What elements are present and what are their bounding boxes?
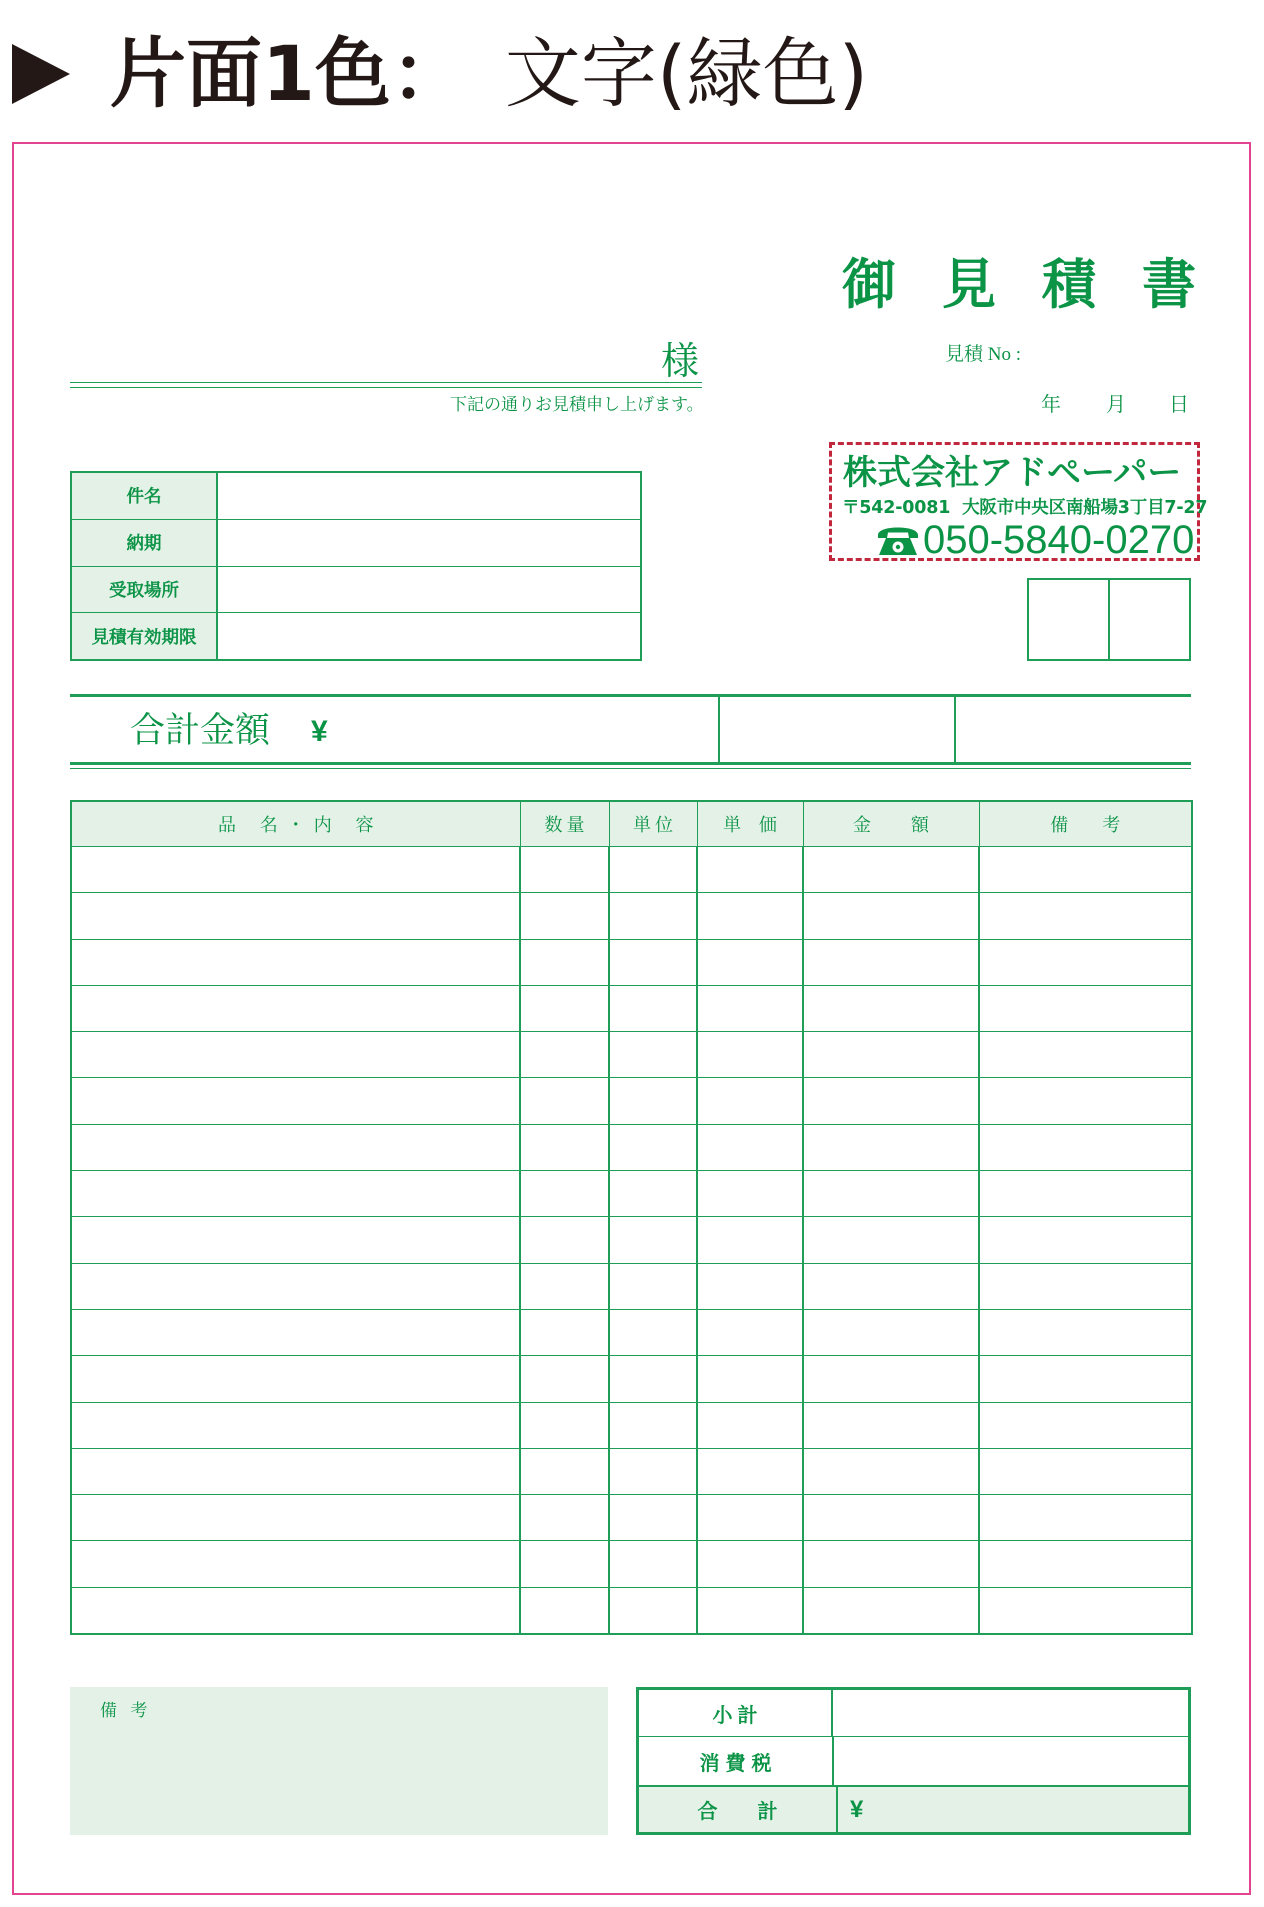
table-cell xyxy=(803,1587,979,1634)
table-cell xyxy=(803,1124,979,1170)
table-cell xyxy=(697,1495,803,1541)
table-cell xyxy=(520,1495,609,1541)
info-row xyxy=(72,566,640,613)
table-cell xyxy=(520,1263,609,1309)
grand-total-currency: ¥ xyxy=(311,715,328,748)
table-cell xyxy=(979,1495,1192,1541)
info-value-field xyxy=(218,613,640,659)
items-header-row xyxy=(71,801,1192,847)
table-cell xyxy=(979,1587,1192,1634)
table-cell xyxy=(71,1587,520,1634)
column-header: 数量 xyxy=(520,801,609,847)
table-row xyxy=(71,1263,1192,1309)
phone-number: 050-5840-0270 xyxy=(923,518,1195,562)
table-cell xyxy=(609,1356,697,1402)
company-name: 株式会社アドペーパー xyxy=(843,453,1182,493)
table-cell xyxy=(697,1078,803,1124)
table-cell xyxy=(803,1217,979,1263)
table-cell xyxy=(979,1402,1192,1448)
table-cell xyxy=(979,1263,1192,1309)
table-cell xyxy=(979,1541,1192,1587)
table-cell xyxy=(71,1309,520,1355)
seal-boxes xyxy=(1027,578,1191,661)
column-header: 備 考 xyxy=(979,801,1192,847)
document-title xyxy=(842,253,1196,316)
total-band-top-rule xyxy=(70,694,1191,697)
table-cell xyxy=(520,985,609,1031)
table-row xyxy=(71,1356,1192,1402)
table-cell xyxy=(697,893,803,939)
table-cell xyxy=(609,985,697,1031)
table-cell xyxy=(803,1356,979,1402)
table-cell xyxy=(803,1171,979,1217)
summary-table xyxy=(636,1687,1191,1835)
summary-row xyxy=(639,1785,1188,1832)
table-cell xyxy=(520,893,609,939)
table-cell xyxy=(520,1171,609,1217)
table-cell xyxy=(609,1263,697,1309)
table-cell xyxy=(979,893,1192,939)
table-cell xyxy=(697,985,803,1031)
table-row xyxy=(71,1124,1192,1170)
heading-main: 片面1色： xyxy=(110,29,467,118)
table-row xyxy=(71,1402,1192,1448)
table-cell xyxy=(520,847,609,893)
table-row xyxy=(71,1032,1192,1078)
column-header: 金 額 xyxy=(803,801,979,847)
table-cell xyxy=(609,1541,697,1587)
table-cell xyxy=(697,1124,803,1170)
table-cell xyxy=(71,985,520,1031)
table-cell xyxy=(71,1171,520,1217)
table-cell xyxy=(697,1402,803,1448)
table-cell xyxy=(697,1171,803,1217)
table-cell xyxy=(609,1217,697,1263)
title-char: 積 xyxy=(1042,253,1096,316)
table-cell xyxy=(71,1495,520,1541)
table-row xyxy=(71,1078,1192,1124)
table-cell xyxy=(803,893,979,939)
title-char: 書 xyxy=(1142,253,1196,316)
summary-label: 合 計 xyxy=(639,1787,838,1832)
table-cell xyxy=(71,1448,520,1494)
table-cell xyxy=(697,1217,803,1263)
column-header: 品 名・内 容 xyxy=(71,801,520,847)
table-cell xyxy=(71,893,520,939)
table-cell xyxy=(609,939,697,985)
table-cell xyxy=(520,1309,609,1355)
table-cell xyxy=(609,1171,697,1217)
table-cell xyxy=(697,1356,803,1402)
seal-box xyxy=(1108,580,1189,659)
summary-value xyxy=(833,1690,1188,1736)
date-year-label: 年 xyxy=(1041,392,1061,416)
phone-icon xyxy=(877,524,919,556)
table-cell xyxy=(520,1124,609,1170)
remarks-box xyxy=(70,1687,608,1835)
table-cell xyxy=(520,1587,609,1634)
seal-box xyxy=(1029,580,1108,659)
info-label: 見積有効期限 xyxy=(72,613,218,659)
info-table xyxy=(70,471,642,661)
table-cell xyxy=(979,1032,1192,1078)
table-cell xyxy=(71,1263,520,1309)
table-cell xyxy=(520,1217,609,1263)
table-cell xyxy=(697,1263,803,1309)
table-cell xyxy=(697,1541,803,1587)
info-value-field xyxy=(218,473,640,519)
summary-label: 小計 xyxy=(639,1690,833,1736)
table-cell xyxy=(803,847,979,893)
table-cell xyxy=(609,847,697,893)
table-row xyxy=(71,1495,1192,1541)
summary-row xyxy=(639,1736,1188,1785)
column-header: 単位 xyxy=(609,801,697,847)
table-cell xyxy=(803,1448,979,1494)
table-cell xyxy=(609,1587,697,1634)
table-cell xyxy=(979,939,1192,985)
table-cell xyxy=(609,1402,697,1448)
table-cell xyxy=(609,1448,697,1494)
table-cell xyxy=(979,1078,1192,1124)
summary-value xyxy=(834,1737,1188,1785)
title-char: 御 xyxy=(842,253,896,316)
table-cell xyxy=(697,847,803,893)
table-cell xyxy=(609,1078,697,1124)
table-cell xyxy=(979,1356,1192,1402)
table-row xyxy=(71,893,1192,939)
grand-total-label: 合計金額 xyxy=(130,711,271,751)
info-row xyxy=(72,473,640,519)
total-band-divider xyxy=(954,697,956,762)
table-cell xyxy=(609,1309,697,1355)
table-cell xyxy=(979,1309,1192,1355)
table-cell xyxy=(697,1032,803,1078)
table-cell xyxy=(609,1495,697,1541)
table-cell xyxy=(71,1078,520,1124)
table-row xyxy=(71,1448,1192,1494)
table-cell xyxy=(803,985,979,1031)
table-cell xyxy=(979,1171,1192,1217)
total-band-divider xyxy=(718,697,720,762)
date-month-label: 月 xyxy=(1106,392,1126,416)
table-cell xyxy=(520,939,609,985)
info-label: 件名 xyxy=(72,473,218,519)
table-cell xyxy=(609,1124,697,1170)
table-cell xyxy=(697,939,803,985)
table-cell xyxy=(803,1309,979,1355)
table-cell xyxy=(979,985,1192,1031)
date-day-label: 日 xyxy=(1169,392,1189,416)
table-cell xyxy=(71,1356,520,1402)
table-cell xyxy=(71,939,520,985)
intro-text: 下記の通りお見積申し上げます。 xyxy=(450,395,704,415)
table-row xyxy=(71,1171,1192,1217)
table-cell xyxy=(520,1032,609,1078)
table-cell xyxy=(520,1356,609,1402)
table-cell xyxy=(803,1402,979,1448)
customer-honorific: 様 xyxy=(661,339,700,383)
table-row xyxy=(71,847,1192,893)
table-cell xyxy=(979,1217,1192,1263)
title-char: 見 xyxy=(942,253,996,316)
table-cell xyxy=(803,1541,979,1587)
table-row xyxy=(71,1541,1192,1587)
company-phone xyxy=(877,520,1194,560)
table-row xyxy=(71,985,1192,1031)
summary-label: 消費税 xyxy=(639,1737,834,1785)
table-cell xyxy=(803,939,979,985)
total-band-bottom-rule xyxy=(70,762,1191,769)
table-cell xyxy=(71,1032,520,1078)
table-cell xyxy=(697,1309,803,1355)
table-cell xyxy=(520,1448,609,1494)
table-cell xyxy=(520,1078,609,1124)
triangle-right-icon xyxy=(12,44,70,104)
summary-value: ¥ xyxy=(850,1795,864,1823)
summary-row xyxy=(639,1690,1188,1736)
table-cell xyxy=(520,1402,609,1448)
table-cell xyxy=(71,847,520,893)
table-row xyxy=(71,1309,1192,1355)
info-label: 受取場所 xyxy=(72,567,218,613)
table-cell xyxy=(71,1541,520,1587)
column-header: 単 価 xyxy=(697,801,803,847)
remarks-label: 備 考 xyxy=(100,1701,152,1721)
table-cell xyxy=(979,847,1192,893)
table-cell xyxy=(71,1124,520,1170)
heading-sub: 文字(緑色) xyxy=(504,29,869,118)
table-cell xyxy=(71,1402,520,1448)
table-row xyxy=(71,1217,1192,1263)
table-cell xyxy=(803,1263,979,1309)
table-row xyxy=(71,1587,1192,1634)
info-value-field xyxy=(218,520,640,566)
info-row xyxy=(72,612,640,659)
table-row xyxy=(71,939,1192,985)
estimate-number-label: 見積 No : xyxy=(945,344,1022,365)
page-heading xyxy=(110,29,869,118)
info-row xyxy=(72,519,640,566)
info-value-field xyxy=(218,567,640,613)
info-label: 納期 xyxy=(72,520,218,566)
table-cell xyxy=(979,1124,1192,1170)
company-address: 〒542-0081 大阪市中央区南船場3丁目7-27 xyxy=(842,498,1208,518)
table-cell xyxy=(71,1217,520,1263)
table-cell xyxy=(803,1078,979,1124)
customer-name-underline xyxy=(70,382,702,388)
table-cell xyxy=(803,1495,979,1541)
table-cell xyxy=(609,1032,697,1078)
table-cell xyxy=(979,1448,1192,1494)
table-cell xyxy=(803,1032,979,1078)
items-table xyxy=(70,800,1193,1635)
table-cell xyxy=(697,1448,803,1494)
table-cell xyxy=(697,1587,803,1634)
table-cell xyxy=(520,1541,609,1587)
table-cell xyxy=(609,893,697,939)
